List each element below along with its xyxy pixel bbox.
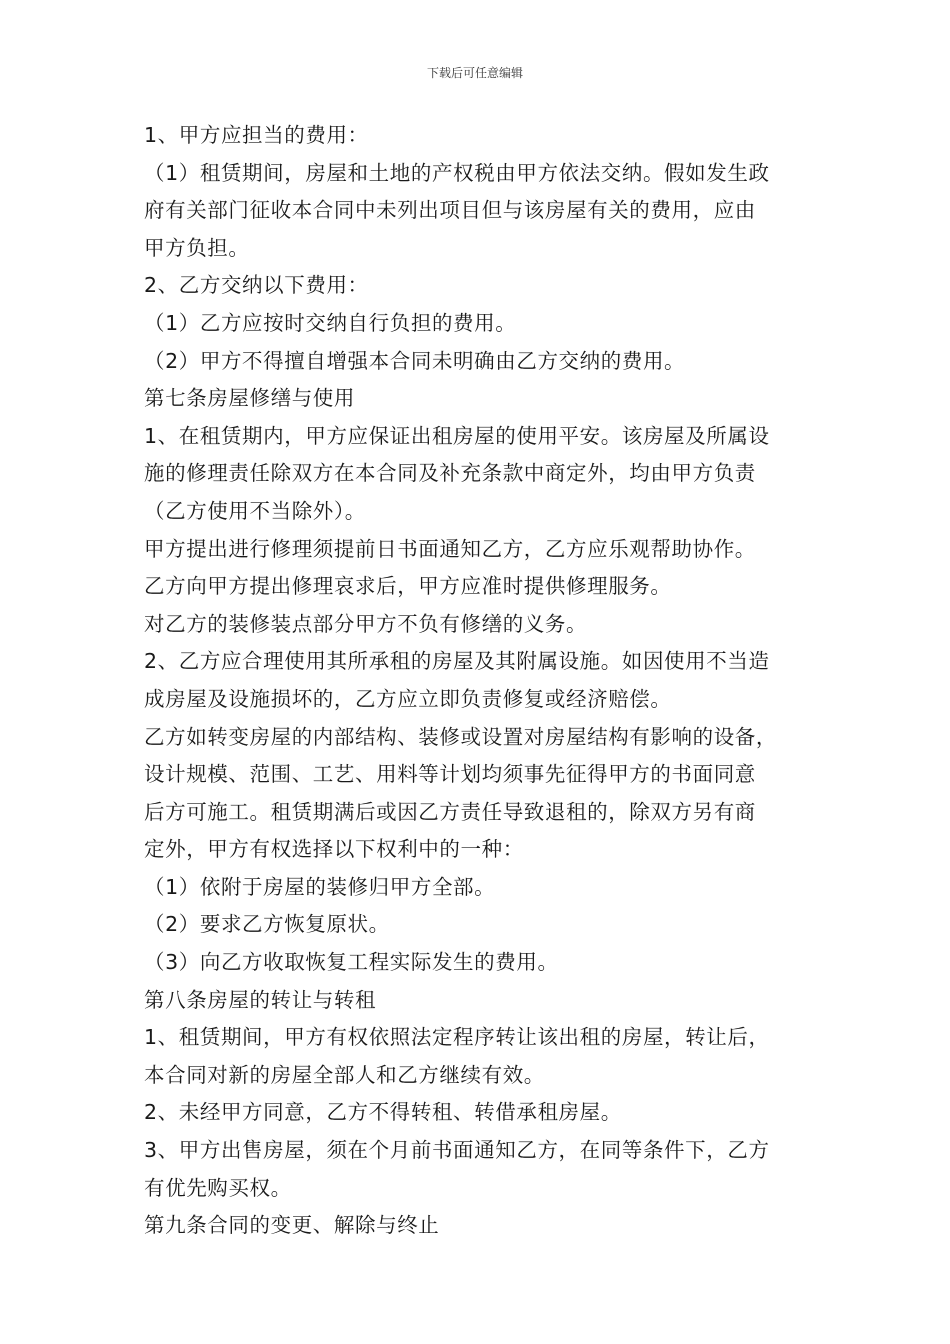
section-heading: 第九条合同的变更、解除与终止 [144,1213,440,1238]
text-line: 1、甲方应担当的费用： [144,123,369,147]
text-line: （1）依附于房屋的装修归甲方全部。 [144,874,496,899]
page-header: 下载后可任意编辑 [426,66,523,80]
text-line: 府有关部门征收本合同中未列出项目但与该房屋有关的费用，应由 [144,198,756,223]
text-line: （乙方使用不当除外）。 [144,498,366,523]
text-line: 1、在租赁期内，甲方应保证出租房屋的使用平安。该房屋及所属设 [144,423,770,448]
text-line: 设计规模、范围、工艺、用料等计划均须事先征得甲方的书面同意 [144,762,756,787]
text-line: 甲方提出进行修理须提前日书面通知乙方，乙方应乐观帮助协作。 [144,536,756,561]
text-line: 3、甲方出售房屋，须在个月前书面通知乙方，在同等条件下，乙方 [144,1138,770,1163]
text-line: 后方可施工。租赁期满后或因乙方责任导致退租的，除双方另有商 [144,799,756,824]
text-line: （3）向乙方收取恢复工程实际发生的费用。 [144,950,559,975]
text-line: 施的修理责任除双方在本合同及补充条款中商定外，均由甲方负责 [144,461,756,486]
text-line: 本合同对新的房屋全部人和乙方继续有效。 [144,1062,545,1087]
section-heading: 第七条房屋修缮与使用 [144,386,355,411]
text-line: 2、乙方应合理使用其所承租的房屋及其附属设施。如因使用不当造 [144,649,770,674]
text-line: 甲方负担。 [144,235,250,260]
text-line: 对乙方的装修装点部分甲方不负有修缮的义务。 [144,611,588,636]
document-body [144,117,834,1245]
text-line: （1）租赁期间，房屋和土地的产权税由甲方依法交纳。假如发生政 [144,160,770,185]
text-line: 乙方向甲方提出修理哀求后，甲方应准时提供修理服务。 [144,574,672,599]
text-line: 2、乙方交纳以下费用： [144,273,369,298]
text-line: （2）要求乙方恢复原状。 [144,912,390,937]
section-heading: 第八条房屋的转让与转租 [144,987,377,1012]
text-line: 1、租赁期间，甲方有权依照法定程序转让该出租的房屋，转让后， [144,1025,770,1050]
text-line: 成房屋及设施损坏的，乙方应立即负责修复或经济赔偿。 [144,686,672,711]
text-line: （1）乙方应按时交纳自行负担的费用。 [144,310,517,335]
text-line: 2、未经甲方同意，乙方不得转租、转借承租房屋。 [144,1100,622,1125]
text-line: 定外，甲方有权选择以下权利中的一种： [144,837,524,862]
text-line: （2）甲方不得擅自增强本合同未明确由乙方交纳的费用。 [144,348,686,373]
text-line: 乙方如转变房屋的内部结构、装修或设置对房屋结构有影响的设备， [144,724,777,749]
text-line: 有优先购买权。 [144,1175,292,1200]
